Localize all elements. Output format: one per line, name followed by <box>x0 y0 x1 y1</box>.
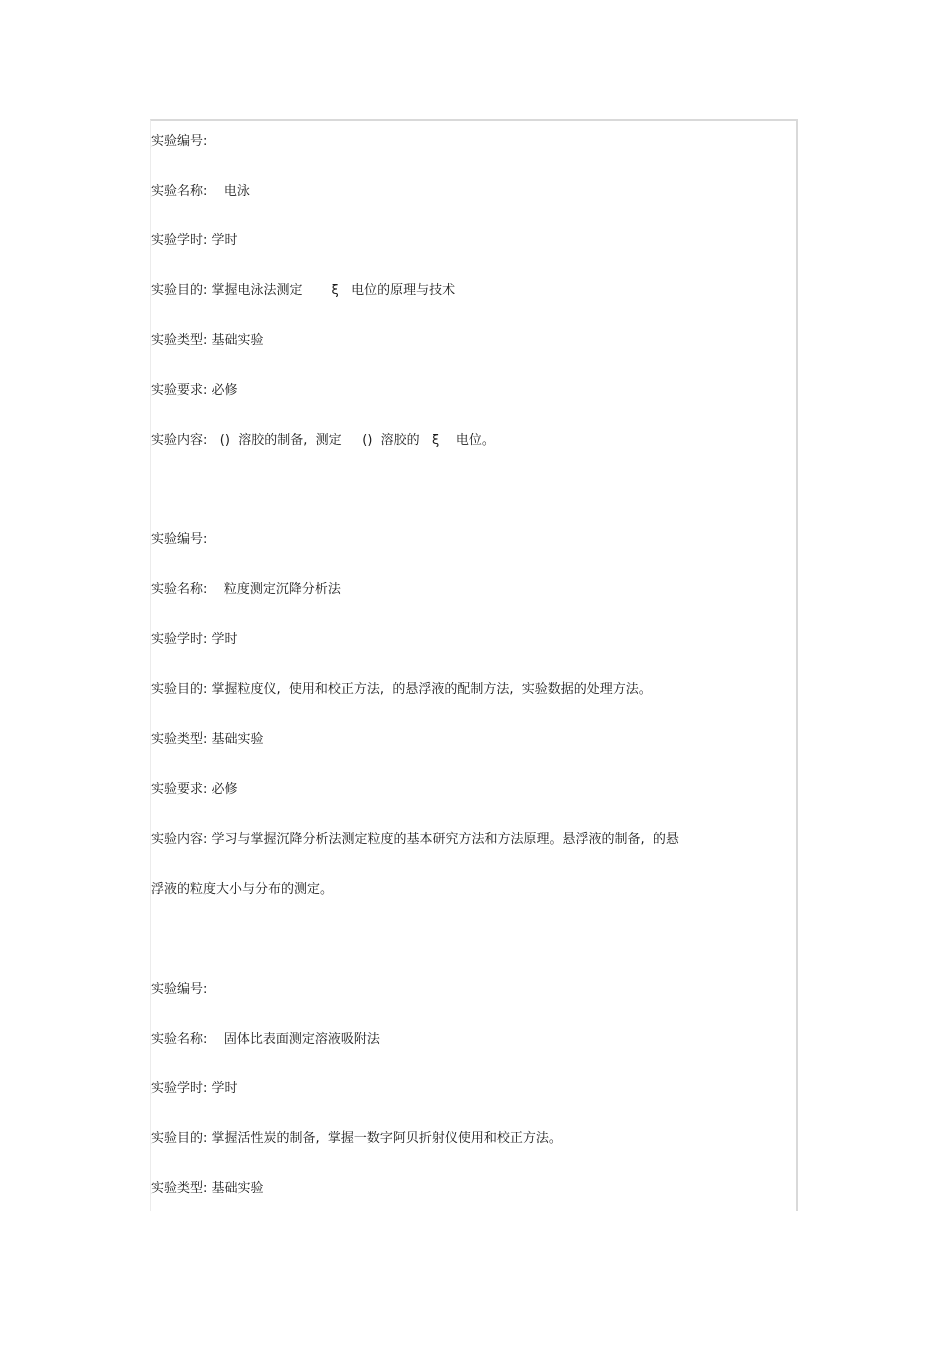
field-type: 实验类型: 基础实验 <box>151 1181 264 1196</box>
field-content: 实验内容: 学习与掌握沉降分析法测定粒度的基本研究方法和方法原理。悬浮液的制备, 的悬 <box>151 832 679 847</box>
field-name: 实验名称: 粒度测定沉降分析法 <box>151 582 341 597</box>
field-requirement: 实验要求: 必修 <box>151 383 238 398</box>
field-content: 实验内容: () 溶胶的制备, 测定 () 溶胶的 ξ 电位。 <box>151 433 495 448</box>
field-number: 实验编号: <box>151 134 208 149</box>
field-number: 实验编号: <box>151 982 208 997</box>
field-type: 实验类型: 基础实验 <box>151 333 264 348</box>
field-purpose: 实验目的: 掌握活性炭的制备, 掌握一数字阿贝折射仪使用和校正方法。 <box>151 1131 562 1146</box>
field-name: 实验名称: 固体比表面测定溶液吸附法 <box>151 1032 380 1047</box>
field-hours: 实验学时: 学时 <box>151 1081 238 1096</box>
field-hours: 实验学时: 学时 <box>151 233 238 248</box>
field-content-continued: 浮液的粒度大小与分布的测定。 <box>151 882 334 897</box>
field-purpose: 实验目的: 掌握粒度仪, 使用和校正方法, 的悬浮液的配制方法, 实验数据的处理方法。 <box>151 682 652 697</box>
field-requirement: 实验要求: 必修 <box>151 782 238 797</box>
field-type: 实验类型: 基础实验 <box>151 732 264 747</box>
field-name: 实验名称: 电泳 <box>151 184 250 199</box>
field-purpose: 实验目的: 掌握电泳法测定 ξ 电位的原理与技术 <box>151 283 456 298</box>
field-hours: 实验学时: 学时 <box>151 632 238 647</box>
field-number: 实验编号: <box>151 532 208 547</box>
